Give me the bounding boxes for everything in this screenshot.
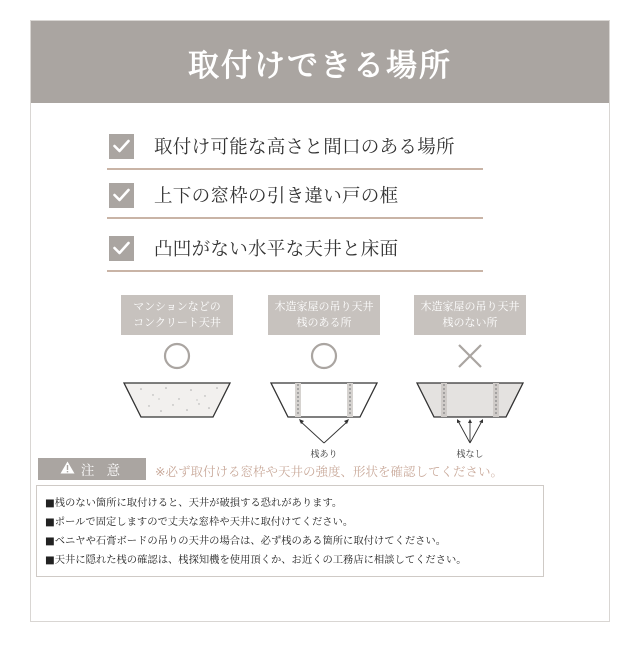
ok-circle-icon: [268, 341, 380, 371]
ng-cross-icon: [414, 341, 526, 371]
concrete-ceiling-illustration: [121, 375, 233, 459]
checkmark-icon: [109, 134, 134, 159]
note-line: ■桟のない箇所に取付けると、天井が破損する恐れがあります。: [45, 497, 343, 509]
note-line: ■ベニヤや石膏ボードの吊りの天井の場合は、必ず桟のある箇所に取付けてください。: [45, 535, 447, 547]
caution-note: ※必ず取付ける窓枠や天井の強度、形状を確認してください。: [155, 464, 503, 479]
condition-with-beam: [268, 295, 380, 460]
check-text: 取付け可能な高さと間口のある場所: [154, 137, 455, 158]
check-item-1: [107, 124, 483, 170]
note-line: ■天井に隠れた桟の確認は、桟探知機を使用頂くか、お近くの工務店に相談してください。: [45, 554, 467, 566]
check-text: 上下の窓枠の引き違い戸の框: [154, 186, 399, 207]
check-item-2: [107, 173, 483, 219]
no-beam-label: 桟なし: [456, 450, 484, 460]
condition-label: 木造家屋の吊り天井 桟のない所: [414, 295, 526, 335]
checkmark-icon: [109, 236, 134, 261]
page-title: 取付けできる場所: [188, 47, 452, 84]
beam-label: 桟あり: [310, 450, 338, 460]
checkmark-icon: [109, 183, 134, 208]
warning-icon: [60, 461, 75, 478]
note-line: ■ポールで固定しますので丈夫な窓枠や天井に取付けてください。: [45, 516, 354, 528]
condition-concrete: [121, 295, 233, 335]
check-item-3: [107, 226, 483, 272]
condition-label: マンションなどの コンクリート天井: [121, 295, 233, 335]
title-banner: [31, 21, 609, 103]
caution-label: 注 意: [80, 463, 125, 479]
ok-circle-icon: [121, 341, 233, 371]
caution-notes-box: [36, 485, 544, 577]
condition-no-beam: [414, 295, 526, 460]
condition-label: 木造家屋の吊り天井 桟のある所: [268, 295, 380, 335]
caution-tag: [38, 458, 146, 480]
check-text: 凸凹がない水平な天井と床面: [154, 239, 399, 260]
